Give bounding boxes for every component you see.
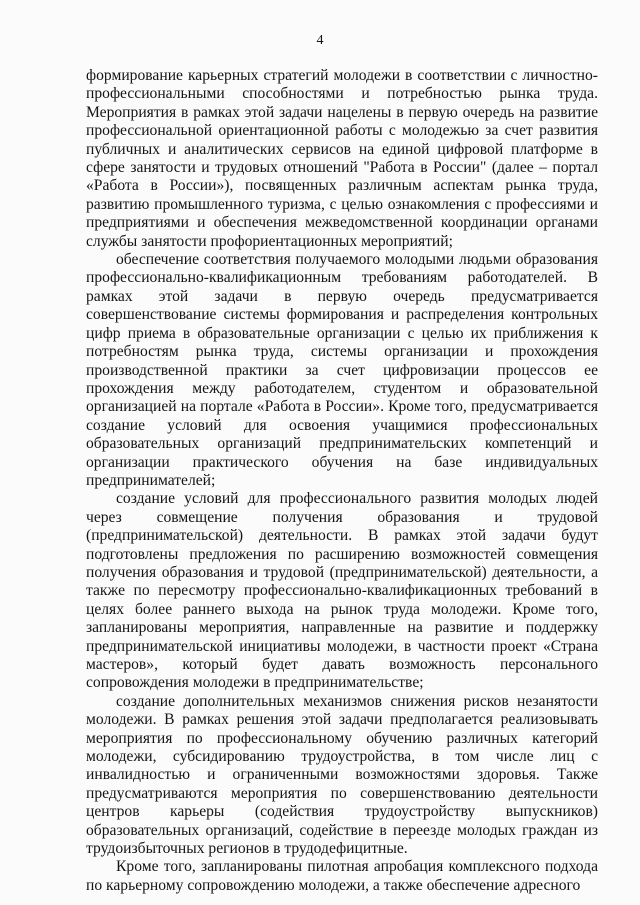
- paragraph-career-strategies: формирование карьерных стратегий молодежи в соответствии с личностно-профессиональными способностями и потребностью рынка труда. Мероприятия в рамках этой задачи нацелены в первую очередь на развитие профессиональной ориентационной работы с молодежью за счет развития публичных и аналитических сервисов на единой цифровой платформе в сфере занятости и трудовых отношений "Работа в России" (далее – портал «Работа в России»), посвященных различным аспектам рынка труда, развитию промышленного туризма, с целью ознакомления с профессиями и предприятиями и обеспечения межведомственной координации органами службы занятости профориентационных мероприятий;: [86, 67, 598, 250]
- paragraph-unemployment-risks: создание дополнительных механизмов снижения рисков незанятости молодежи. В рамках решения этой задачи предполагается реализовывать мероприятия по профессиональному обучению различных категорий молодежи, субсидированию трудоустройства, в том числе лиц с инвалидностью и ограниченными возможностями здоровья. Также предусматриваются мероприятия по совершенствованию деятельности центров карьеры (содействия трудоустройству выпускников) образовательных организаций, содействие в переезде молодых граждан из трудоизбыточных регионов в трудодефицитные.: [86, 692, 598, 858]
- paragraph-pilot-approbation: Кроме того, запланированы пилотная апробация комплексного подхода по карьерному сопровождению молодежи, а также обеспечение адресного: [86, 858, 598, 894]
- document-body: [86, 67, 598, 895]
- paragraph-professional-development: создание условий для профессионального развития молодых людей через совмещение получения образования и трудовой (предпринимательской) деятельности. В рамках этой задачи будут подготовлены предложения по расширению возможностей совмещения получения образования и трудовой (предпринимательской) деятельности, а также по пересмотру профессионально-квалификационных требований в целях более раннего выхода на рынок труда молодежи. Кроме того, запланированы мероприятия, направленные на развитие и поддержку предпринимательской инициативы молодежи, в частности проект «Страна мастеров», который будет давать возможность персонального сопровождения молодежи в предпринимательстве;: [86, 490, 598, 692]
- paragraph-education-compliance: обеспечение соответствия получаемого молодыми людьми образования профессионально-квалификационным требованиям работодателей. В рамках этой задачи в первую очередь предусматривается совершенствование системы формирования и распределения контрольных цифр приема в образовательные организации с целью их приближения к потребностям рынка труда, системы организации и прохождения производственной практики за счет цифровизации процессов ее прохождения между работодателем, студентом и образовательной организацией на портале «Работа в России». Кроме того, предусматривается создание условий для освоения учащимися профессиональных образовательных организаций предпринимательских компетенций и организации практического обучения на базе индивидуальных предпринимателей;: [86, 251, 598, 489]
- page-number: 4: [316, 33, 324, 48]
